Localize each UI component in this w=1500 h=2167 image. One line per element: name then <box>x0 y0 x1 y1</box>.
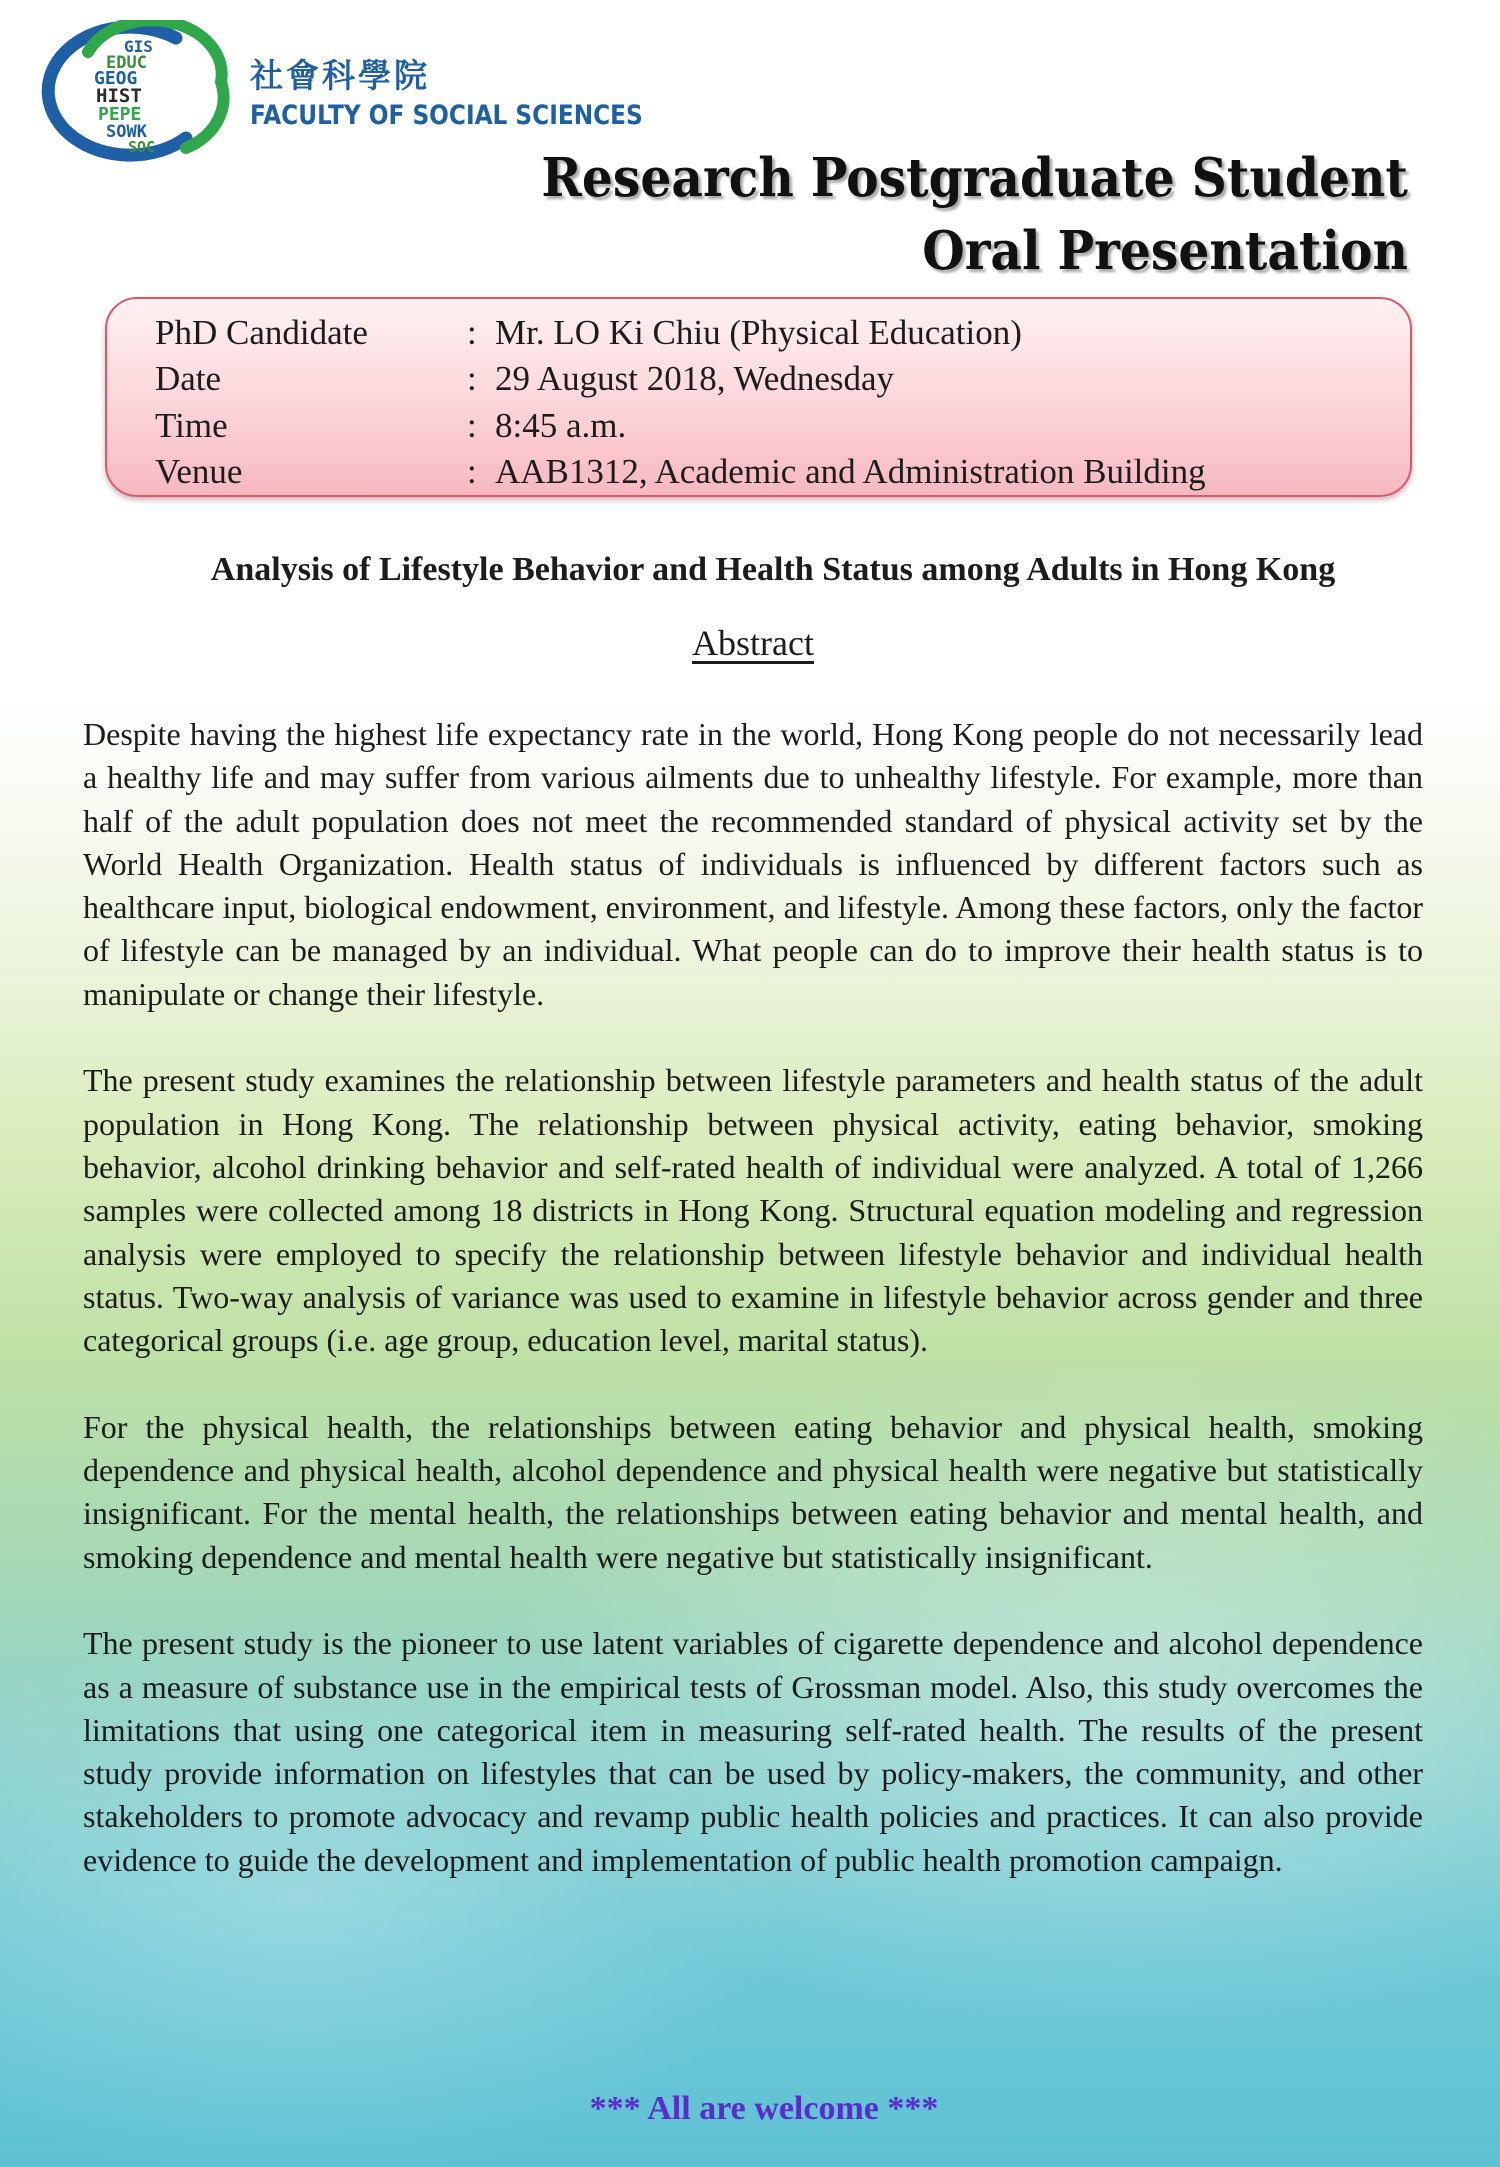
presentation-info-box <box>105 297 1412 497</box>
page-title <box>541 142 1408 288</box>
info-label: PhD Candidate <box>155 313 368 352</box>
faculty-logo <box>36 20 231 170</box>
abstract-paragraph: The present study examines the relationship between lifestyle parameters and health status of the adult population in Hong Kong. The relationship between physical activity, eating behavior, smoking behavior, alcohol drinking behavior and self-rated health of individual were analyzed. A total of 1,266 samples were collected among 18 districts in Hong Kong. Structural equation modeling and regression analysis were employed to specify the relationship between lifestyle behavior and individual health status. Two-way analysis of variance was used to examine in lifestyle behavior across gender and three categorical groups (i.e. age group, education level, marital status). <box>83 1062 1423 1359</box>
logo-word: GIS <box>124 37 153 56</box>
logo-word: PEPE <box>98 104 142 125</box>
faculty-name-english: FACULTY OF SOCIAL SCIENCES <box>250 100 643 131</box>
research-title: Analysis of Lifestyle Behavior and Health Status among Adults in Hong Kong <box>210 551 1336 588</box>
abstract-heading: Abstract <box>692 623 814 663</box>
abstract-paragraph: For the physical health, the relationships between eating behavior and physical health, smoking dependence and physical health, alcohol dependence and physical health were negative but statistically insignificant. For the mental health, the relationships between eating behavior and mental health, and smoking dependence and mental health were negative but statistically insignificant. <box>83 1408 1423 1575</box>
logo-word: SOWK <box>106 122 147 142</box>
info-label: Venue <box>155 452 243 491</box>
info-separator: : <box>467 313 477 352</box>
title-line: Oral Presentation <box>922 220 1408 282</box>
welcome-note: *** All are welcome *** <box>589 2090 939 2127</box>
info-separator: : <box>467 359 477 398</box>
info-value: 29 August 2018, Wednesday <box>495 359 895 398</box>
logo-word: EDUC <box>106 53 147 73</box>
info-label: Date <box>155 359 222 398</box>
info-value: 8:45 a.m. <box>495 406 627 445</box>
abstract-paragraph: Despite having the highest life expectancy rate in the world, Hong Kong people do not necessarily lead a healthy life and may suffer from various ailments due to unhealthy lifestyle. For example, more than half of the adult population does not meet the recommended standard of physical activity set by the World Health Organization. Health status of individuals is influenced by different factors such as healthcare input, biological endowment, environment, and lifestyle. Among these factors, only the factor of lifestyle can be managed by an individual. What people can do to improve their health status is to manipulate or change their lifestyle. <box>83 716 1423 1012</box>
faculty-name-chinese: 社會科學院 <box>250 56 430 95</box>
info-separator: : <box>467 452 477 491</box>
abstract-body <box>83 713 1423 1925</box>
info-value: Mr. LO Ki Chiu (Physical Education) <box>495 313 1022 352</box>
logo-word: GEOG <box>94 68 138 89</box>
info-value: AAB1312, Academic and Administration Building <box>495 452 1206 491</box>
info-separator: : <box>467 406 477 445</box>
info-label: Time <box>155 406 228 445</box>
logo-word: HIST <box>96 85 142 107</box>
logo-word: SOC <box>128 138 156 156</box>
abstract-paragraph: The present study is the pioneer to use latent variables of cigarette dependence and alcohol dependence as a measure of substance use in the empirical tests of Grossman model. Also, this study overcomes the limitations that using one categorical item in measuring self-rated health. The results of the present study provide information on lifestyles that can be used by policy-makers, the community, and other stakeholders to promote advocacy and revamp public health policies and practices. It can also provide evidence to guide the development and implementation of public health promotion campaign. <box>83 1625 1423 1878</box>
title-line: Research Postgraduate Student <box>541 147 1408 209</box>
